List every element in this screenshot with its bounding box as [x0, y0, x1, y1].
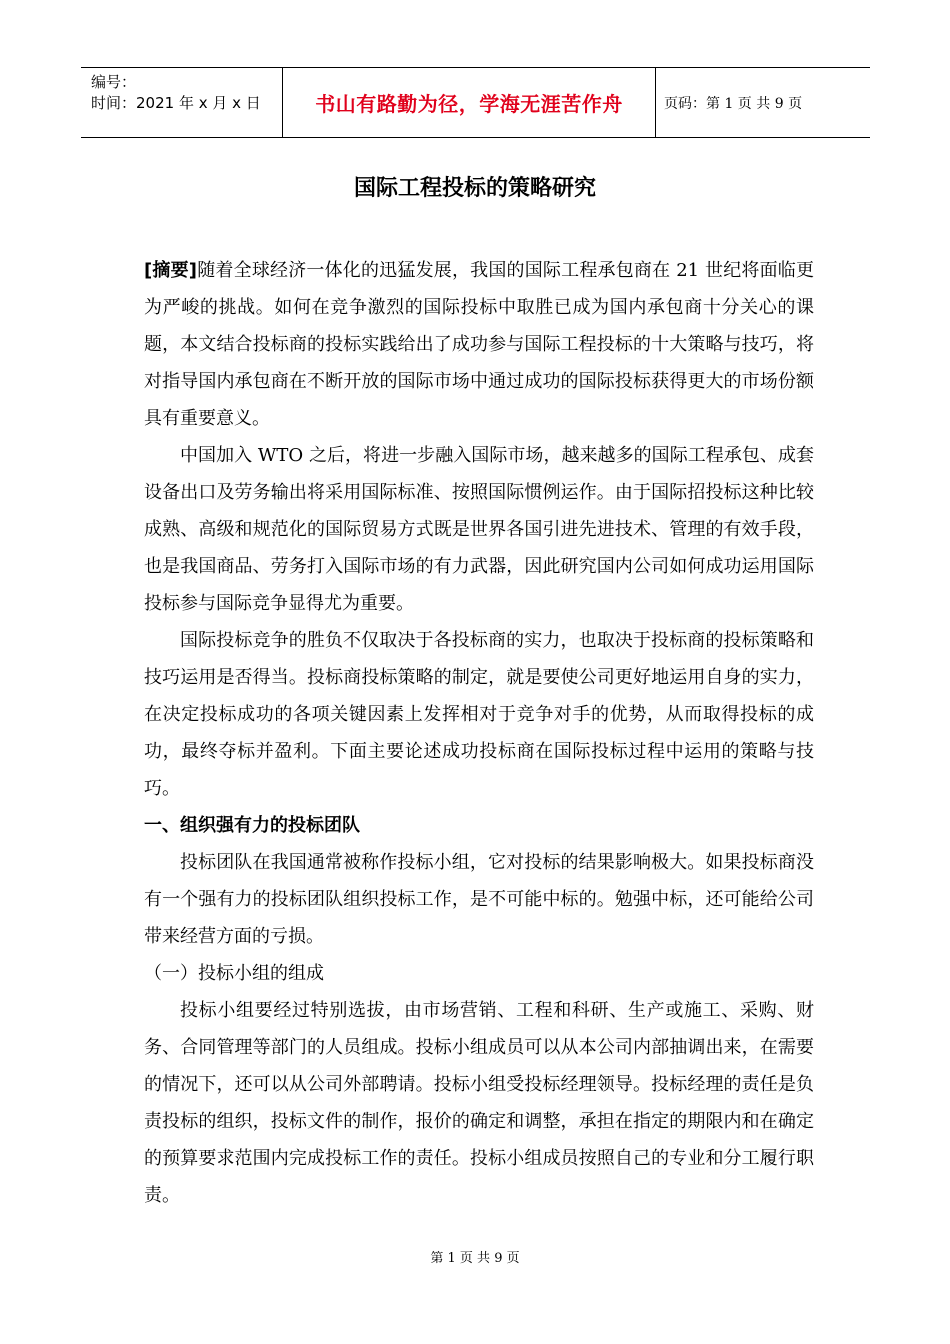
document-body	[144, 252, 814, 1214]
abstract-text: 随着全球经济一体化的迅猛发展，我国的国际工程承包商在 21 世纪将面临更为严峻的挑战。如何在竞争激烈的国际投标中取胜已成为国内承包商十分关心的课题，本文结合投标商的投标实践给出了成功参与国际工程投标的十大策略与技巧，将对指导国内承包商在不断开放的国际市场中通过成功的国际投标获得更大的市场份额具有重要意义。	[144, 260, 814, 429]
document-number: 编号：	[91, 73, 137, 91]
abstract-paragraph	[144, 252, 814, 437]
header-page-number: 页码：第 1 页 共 9 页	[664, 95, 803, 112]
body-paragraph-2: 国际投标竞争的胜负不仅取决于各投标商的实力，也取决于投标商的投标策略和技巧运用是否得当。投标商投标策略的制定，就是要使公司更好地运用自身的实力，在决定投标成功的各项关键因素上发挥相对于竞争对手的优势，从而取得投标的成功，最终夺标并盈利。下面主要论述成功投标商在国际投标过程中运用的策略与技巧。	[144, 630, 814, 799]
section-heading-1: 一、组织强有力的投标团队	[144, 815, 360, 836]
subsection-1-paragraph: 投标小组要经过特别选拔，由市场营销、工程和科研、生产或施工、采购、财务、合同管理等部门的人员组成。投标小组成员可以从本公司内部抽调出来，在需要的情况下，还可以从公司外部聘请。投标小组受投标经理领导。投标经理的责任是负责投标的组织，投标文件的制作，报价的确定和调整，承担在指定的期限内和在确定的预算要求范围内完成投标工作的责任。投标小组成员按照自己的专业和分工履行职责。	[144, 1000, 814, 1206]
body-paragraph-1: 中国加入 WTO 之后，将进一步融入国际市场，越来越多的国际工程承包、成套设备出口及劳务输出将采用国际标准、按照国际惯例运作。由于国际招投标这种比较成熟、高级和规范化的国际贸易方式既是世界各国引进先进技术、管理的有效手段，也是我国商品、劳务打入国际市场的有力武器，因此研究国内公司如何成功运用国际投标参与国际竞争显得尤为重要。	[144, 445, 814, 614]
subsection-heading-1: （一）投标小组的组成	[144, 963, 324, 984]
header-motto: 书山有路勤为径，学海无涯苦作舟	[282, 68, 656, 137]
section-1-paragraph: 投标团队在我国通常被称作投标小组，它对投标的结果影响极大。如果投标商没有一个强有力的投标团队组织投标工作，是不可能中标的。勉强中标，还可能给公司带来经营方面的亏损。	[144, 852, 814, 947]
page-footer: 第 1 页 共 9 页	[430, 1251, 520, 1266]
header-table	[81, 67, 870, 138]
document-date: 时间：2021 年 x 月 x 日	[91, 94, 261, 112]
document-title: 国际工程投标的策略研究	[353, 176, 596, 201]
header-meta	[81, 68, 282, 137]
abstract-label: [摘要]	[144, 260, 198, 281]
